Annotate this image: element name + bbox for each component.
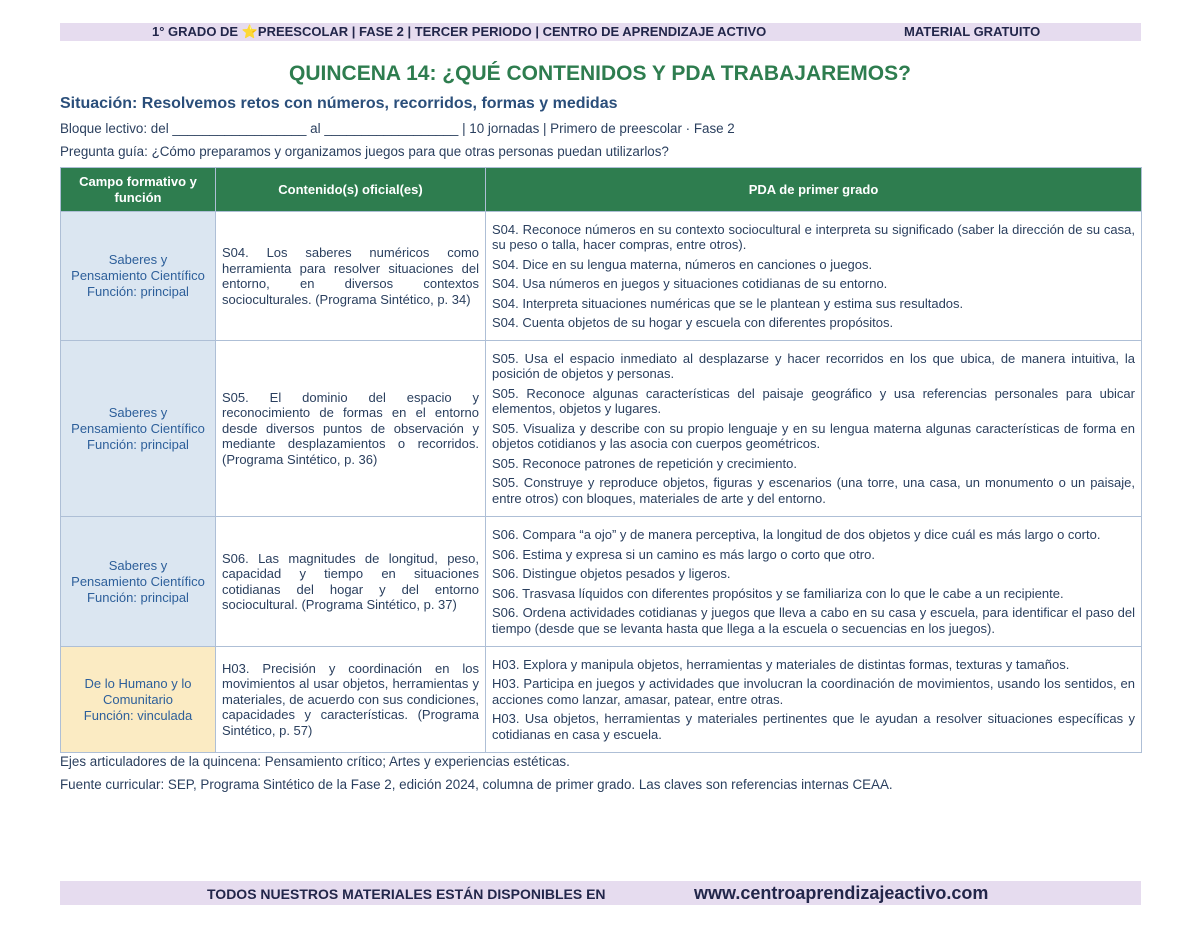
pda-item: H03. Explora y manipula objetos, herramientas y materiales de distintas formas, texturas y tamaños. bbox=[492, 656, 1070, 672]
fuente-curricular: Fuente curricular: SEP, Programa Sintético de la Fase 2, edición 2024, columna de primer grado. Las claves son referencias internas CEAA. bbox=[60, 777, 893, 792]
pda-item: H03. Usa objetos, herramientas y materiales pertinentes que le ayudan a resolver situaciones específicas y cotidianas en casa y escuela. bbox=[492, 711, 1135, 742]
ejes-articuladores: Ejes articuladores de la quincena: Pensamiento crítico; Artes y experiencias estéticas. bbox=[60, 754, 570, 769]
contents-table bbox=[60, 167, 1142, 753]
header-campo: Campo formativo y función bbox=[61, 168, 216, 212]
table-row bbox=[61, 517, 1142, 647]
table-row bbox=[61, 341, 1142, 517]
pda-cell bbox=[486, 647, 1142, 753]
pda-item: S06. Compara “a ojo” y de manera perceptiva, la longitud de dos objetos y dice cuál es más largo o corto. bbox=[492, 527, 1101, 542]
table-row bbox=[61, 647, 1142, 753]
campo-name-2: Pensamiento Científico bbox=[71, 420, 205, 436]
header-contenido: Contenido(s) oficial(es) bbox=[216, 168, 486, 212]
campo-name-2: Pensamiento Científico bbox=[71, 573, 205, 589]
pda-item: S05. Reconoce algunas características del paisaje geográfico y usa referencias personales para ubicar elementos, objetos y lugares. bbox=[492, 385, 1135, 417]
header-details: PREESCOLAR | FASE 2 | TERCER PERIODO | CENTRO DE APRENDIZAJE ACTIVO bbox=[257, 24, 767, 39]
campo-name: Saberes y bbox=[108, 557, 168, 573]
header-grade: 1° GRADO DE bbox=[152, 24, 242, 39]
table-row bbox=[61, 212, 1142, 341]
campo-funcion: Función: principal bbox=[87, 589, 189, 605]
pda-cell bbox=[486, 341, 1142, 517]
header-pda: PDA de primer grado bbox=[486, 168, 1142, 212]
campo-funcion: Función: principal bbox=[87, 284, 189, 299]
table-header-row bbox=[61, 168, 1142, 212]
campo-funcion: Función: principal bbox=[87, 436, 189, 452]
contenido-cell: S05. El dominio del espacio y reconocimiento de formas en el entorno desde diversos puntos de observación y mediante desplazamientos o recorridos. (Programa Sintético, p. 36) bbox=[216, 341, 486, 517]
free-material-label: MATERIAL GRATUITO bbox=[904, 24, 1041, 39]
pda-item: S04. Dice en su lengua materna, números en canciones o juegos. bbox=[492, 256, 873, 272]
pda-item: S05. Construye y reproduce objetos, figuras y escenarios (una torre, una casa, un monumento o un paisaje, entre otros) con bloques, materiales de arte y del entorno. bbox=[492, 475, 1135, 506]
pda-item: S05. Visualiza y describe con su propio lenguaje y en su lengua materna algunas características de forma en objetos cotidianos y las asocia con cuerpos geométricos. bbox=[492, 420, 1135, 452]
campo-name: Saberes y bbox=[108, 252, 168, 267]
pda-cell bbox=[486, 212, 1142, 341]
pda-item: S06. Trasvasa líquidos con diferentes propósitos y se familiariza con lo que le cabe a un recipiente. bbox=[492, 585, 1064, 601]
pda-item: S04. Cuenta objetos de su hogar y escuela con diferentes propósitos. bbox=[492, 315, 894, 330]
situation-heading: Situación: Resolvemos retos con números, recorridos, formas y medidas bbox=[60, 95, 618, 112]
pda-item: S06. Distingue objetos pesados y ligeros. bbox=[492, 566, 731, 581]
campo-funcion: Función: vinculada bbox=[83, 707, 193, 723]
star-icon: ⭐ bbox=[241, 24, 258, 39]
footer-url-link[interactable]: www.centroaprendizajeactivo.com bbox=[694, 883, 989, 903]
campo-name-2: Comunitario bbox=[102, 691, 174, 707]
pda-item: S04. Usa números en juegos y situaciones cotidianas de su entorno. bbox=[492, 276, 888, 291]
bloque-lectivo-line: Bloque lectivo: del __________________ al __________________ | 10 jornadas | Primero de preescolar · Fase 2 bbox=[60, 121, 735, 136]
page-title: QUINCENA 14: ¿QUÉ CONTENIDOS Y PDA TRABAJAREMOS? bbox=[289, 62, 911, 85]
pda-cell bbox=[486, 517, 1142, 647]
pda-item: S04. Reconoce números en su contexto sociocultural e interpreta su significado (saber la dirección de su casa, su peso o talla, hacer compras, entre otros). bbox=[492, 221, 1135, 252]
pda-item: S05. Usa el espacio inmediato al desplazarse y hacer recorridos en los que ubica, de manera intuitiva, la posición de objetos y personas. bbox=[492, 350, 1135, 382]
campo-cell bbox=[61, 647, 216, 753]
contenido-cell: S06. Las magnitudes de longitud, peso, capacidad y tiempo en situaciones cotidianas del hogar y del entorno sociocultural. (Programa Sintético, p. 37) bbox=[216, 517, 486, 647]
pda-item: S04. Interpreta situaciones numéricas que se le plantean y estima sus resultados. bbox=[492, 295, 964, 311]
pda-item: S05. Reconoce patrones de repetición y crecimiento. bbox=[492, 455, 797, 471]
campo-name: De lo Humano y lo bbox=[84, 675, 192, 691]
header-band bbox=[60, 23, 1141, 41]
pregunta-guia-line: Pregunta guía: ¿Cómo preparamos y organizamos juegos para que otras personas puedan utilizarlos? bbox=[60, 144, 669, 159]
pda-item: S06. Estima y expresa si un camino es más largo o corto que otro. bbox=[492, 546, 875, 562]
campo-cell bbox=[61, 341, 216, 517]
campo-name-2: Pensamiento Científico bbox=[71, 268, 205, 283]
pda-item: S06. Ordena actividades cotidianas y juegos que lleva a cabo en su casa y escuela, para identificar el paso del tiempo (desde que se levanta hasta que llega a la escuela o secuencias en los juegos). bbox=[492, 605, 1135, 636]
pda-item: H03. Participa en juegos y actividades que involucran la coordinación de movimientos, usando los sentidos, en acciones como lanzar, amasar, patear, entre otras. bbox=[492, 676, 1135, 707]
campo-name: Saberes y bbox=[108, 404, 168, 420]
contenido-cell: S04. Los saberes numéricos como herramienta para resolver situaciones del entorno, en diversos contextos socioculturales. (Programa Sintético, p. 34) bbox=[216, 212, 486, 341]
contenido-cell: H03. Precisión y coordinación en los movimientos al usar objetos, herramientas y materiales, de acuerdo con sus condiciones, capacidades y características. (Programa Sintético, p. 57) bbox=[216, 647, 486, 753]
campo-cell bbox=[61, 517, 216, 647]
header-meta bbox=[152, 24, 766, 40]
footer-available-text: TODOS NUESTROS MATERIALES ESTÁN DISPONIBLES EN bbox=[207, 886, 606, 902]
footer-band bbox=[60, 881, 1141, 905]
campo-cell bbox=[61, 212, 216, 341]
